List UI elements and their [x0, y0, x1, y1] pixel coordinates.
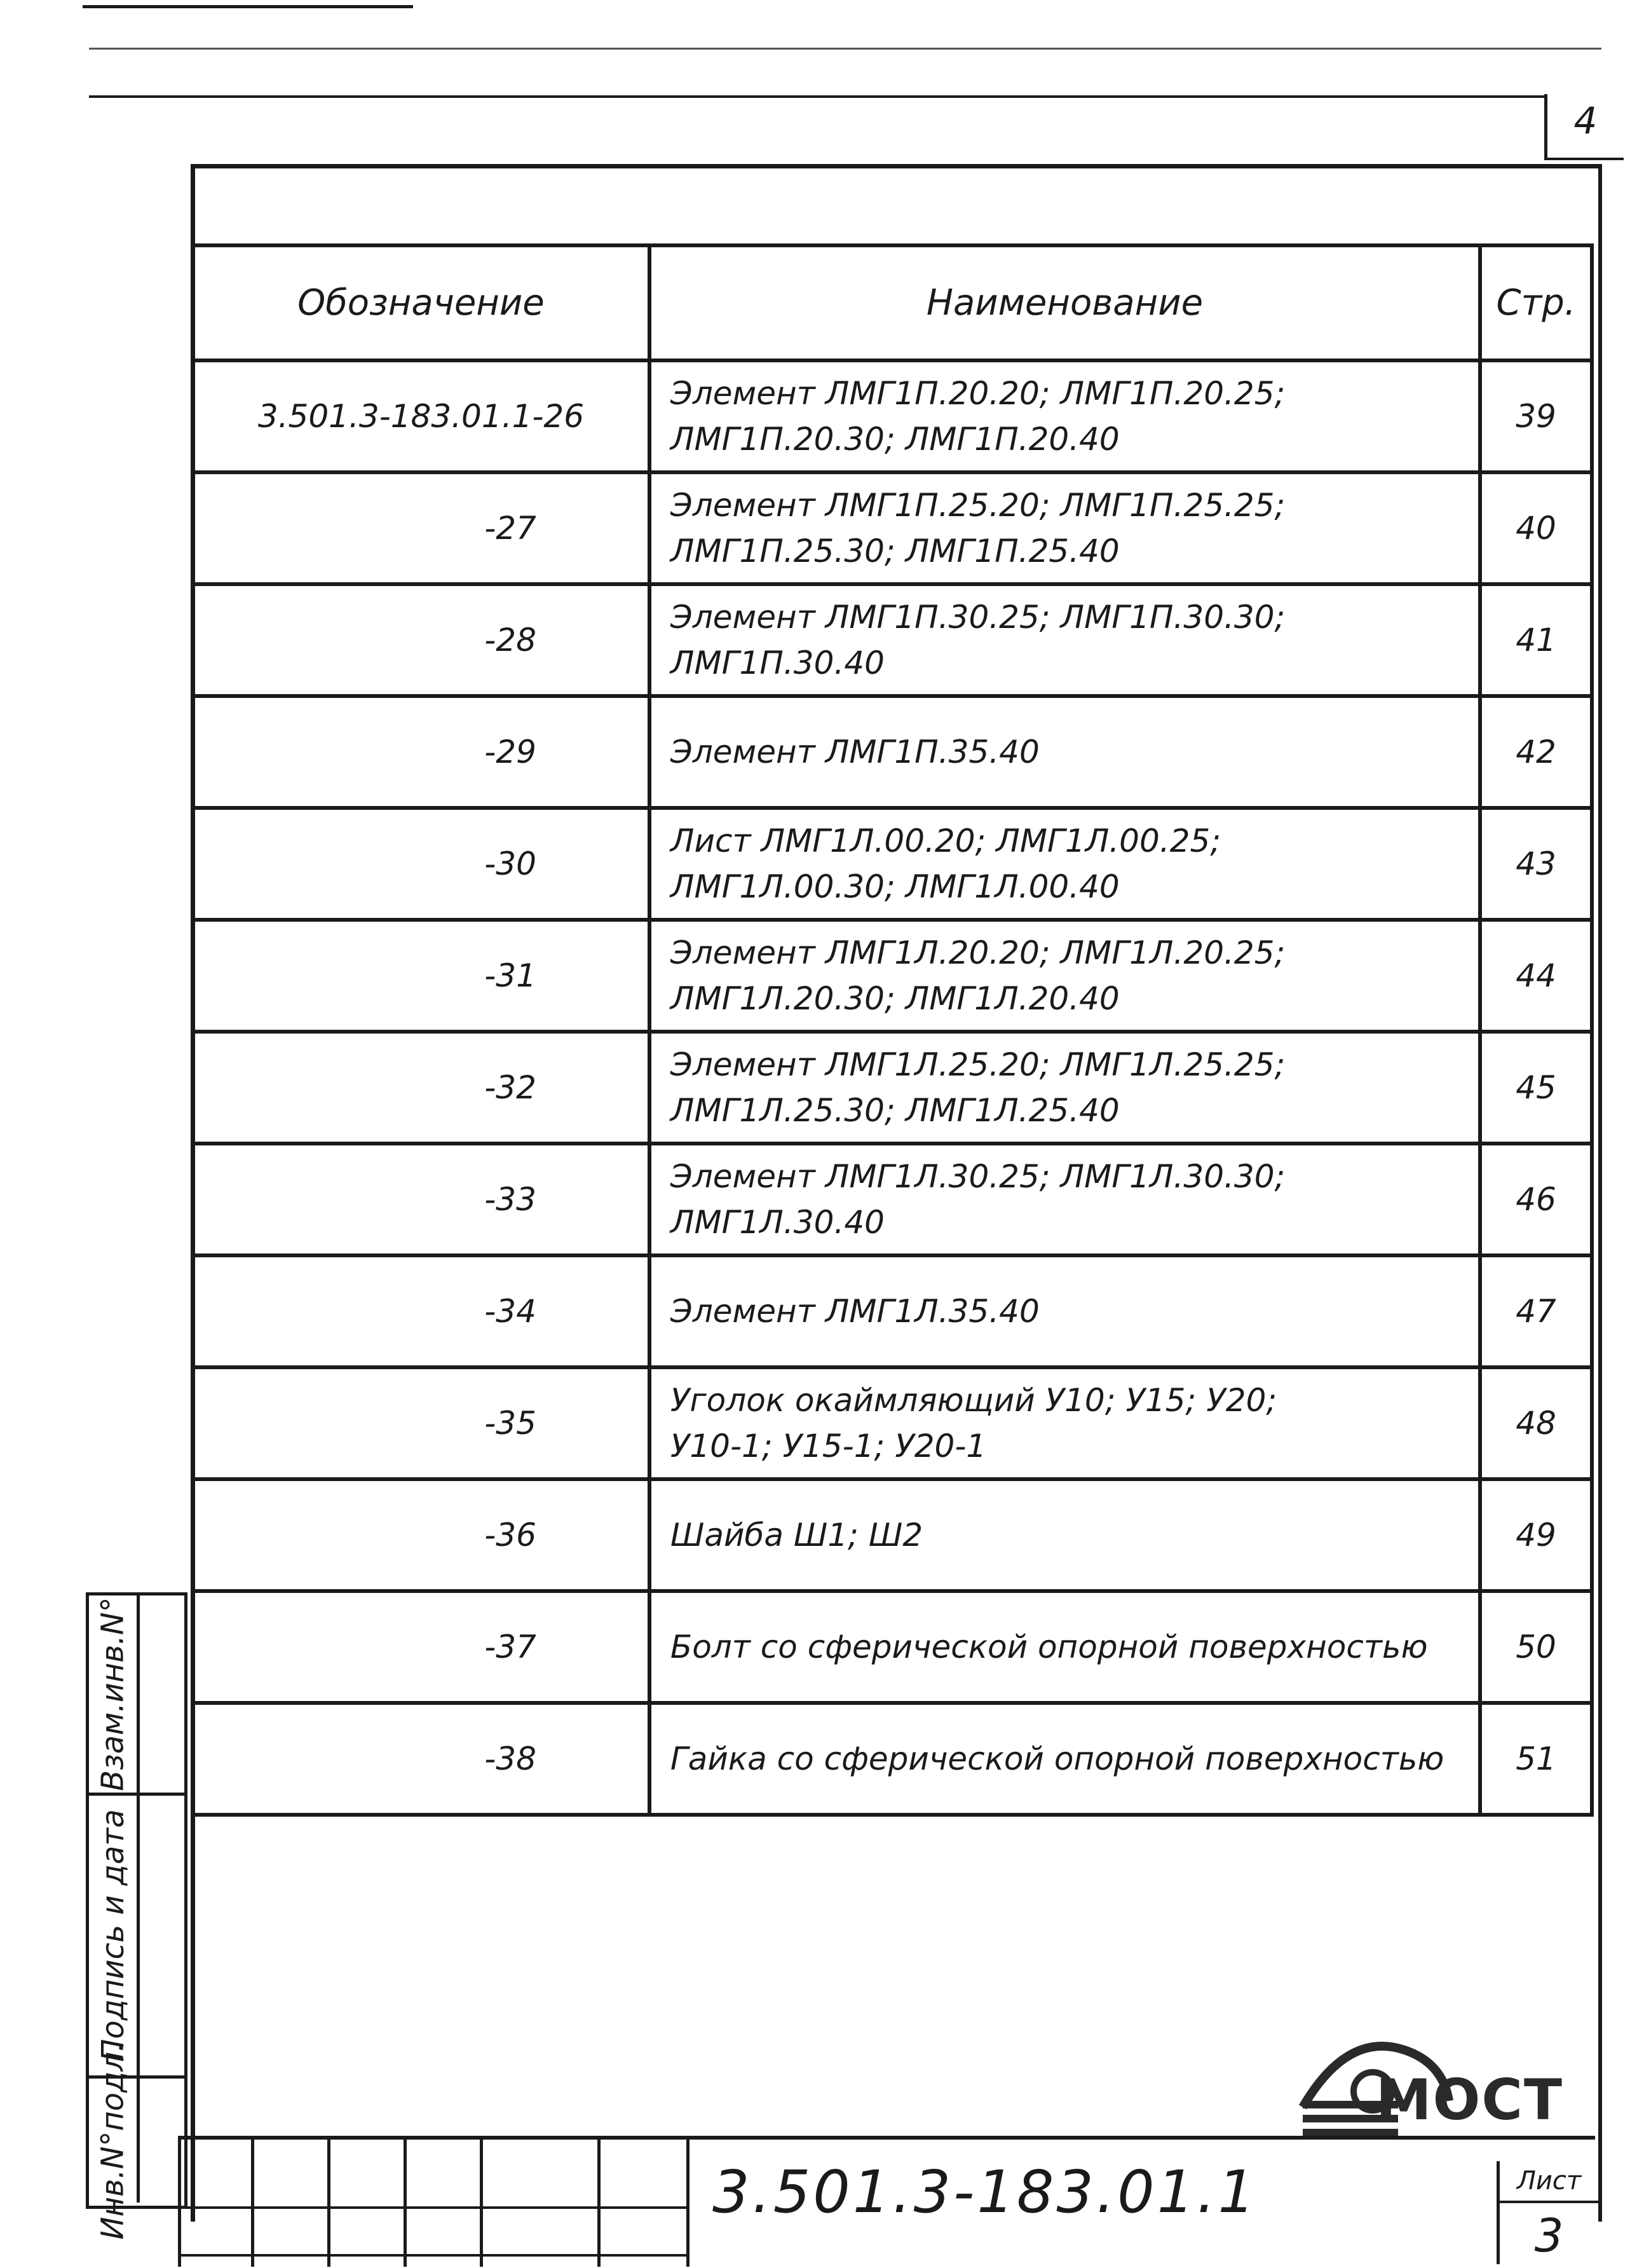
row-name — [649, 696, 1480, 808]
row-code: -32 — [193, 1032, 649, 1144]
sheet-label: Лист — [1500, 2166, 1598, 2203]
row-code: -27 — [193, 472, 649, 584]
row-name — [649, 1479, 1480, 1591]
table-row — [193, 472, 1592, 584]
row-name-line: Гайка со сферической опорной поверхностью — [670, 1740, 1444, 1777]
row-name-line: Элемент ЛМГ1Л.25.20; ЛМГ1Л.25.25; — [670, 1046, 1286, 1083]
row-page: 42 — [1480, 696, 1592, 808]
table-row — [193, 1255, 1592, 1367]
row-name-line: ЛМГ1Л.20.30; ЛМГ1Л.20.40 — [670, 980, 1120, 1017]
top-rule-1 — [89, 48, 1601, 50]
row-name-line: Элемент ЛМГ1Л.30.25; ЛМГ1Л.30.30; ЛМГ1Л.30.40 — [670, 1158, 1286, 1241]
table-row — [193, 808, 1592, 920]
row-code: -30 — [193, 808, 649, 920]
row-name — [649, 920, 1480, 1032]
row-name — [649, 1591, 1480, 1703]
row-page: 39 — [1480, 360, 1592, 472]
row-name — [649, 472, 1480, 584]
top-edge-line — [83, 5, 413, 8]
row-name — [649, 808, 1480, 920]
top-rule-2 — [89, 95, 1544, 98]
table-row — [193, 1144, 1592, 1255]
header-page: Стр. — [1480, 245, 1592, 360]
page-corner-number: 4 — [1573, 99, 1598, 142]
strip-label-replacement: Взам.инв.N° — [95, 1597, 131, 1791]
strip-cell-replacement — [89, 1595, 140, 1793]
title-block-cell — [327, 2140, 330, 2267]
header-code: Обозначение — [193, 245, 649, 360]
row-name — [649, 1032, 1480, 1144]
strip-cell-signature — [89, 1796, 140, 2075]
title-block-cell — [480, 2140, 483, 2267]
table-row — [193, 1703, 1592, 1815]
row-name-line: Элемент ЛМГ1Л.35.40 — [670, 1293, 1040, 1330]
strip-label-signature: Подпись и дата — [95, 1809, 131, 2062]
row-name — [649, 1703, 1480, 1815]
row-page: 45 — [1480, 1032, 1592, 1144]
row-page: 51 — [1480, 1703, 1592, 1815]
row-page: 47 — [1480, 1255, 1592, 1367]
row-code: -28 — [193, 584, 649, 696]
row-name-line: Болт со сферической опорной поверхностью — [670, 1629, 1428, 1665]
row-name-line: ЛМГ1Л.25.30; ЛМГ1Л.25.40 — [670, 1092, 1120, 1129]
table-row — [193, 1591, 1592, 1703]
row-name-line: У10-1; У15-1; У20-1 — [670, 1428, 987, 1465]
row-code: -33 — [193, 1144, 649, 1255]
row-name — [649, 1367, 1480, 1479]
title-block-cell — [686, 2140, 690, 2267]
row-code: -38 — [193, 1703, 649, 1815]
row-name — [649, 360, 1480, 472]
row-code: 3.501.3-183.01.1-26 — [193, 360, 649, 472]
logo-text: МОСТ — [1376, 2067, 1563, 2133]
row-name-line: Элемент ЛМГ1П.30.25; ЛМГ1П.30.30; ЛМГ1П.30.40 — [670, 599, 1286, 681]
title-block-cell — [404, 2140, 407, 2267]
row-name — [649, 1255, 1480, 1367]
row-name-line: Шайба Ш1; Ш2 — [670, 1517, 923, 1554]
row-name-line: Элемент ЛМГ1П.20.20; ЛМГ1П.20.25; — [670, 375, 1286, 412]
row-code: -37 — [193, 1591, 649, 1703]
row-page: 40 — [1480, 472, 1592, 584]
table-row — [193, 1367, 1592, 1479]
title-block-cell — [178, 2140, 181, 2267]
header-name: Наименование — [649, 245, 1480, 360]
row-page: 48 — [1480, 1367, 1592, 1479]
row-page: 43 — [1480, 808, 1592, 920]
table-row — [193, 1032, 1592, 1144]
row-page: 41 — [1480, 584, 1592, 696]
row-name-line: Лист ЛМГ1Л.00.20; ЛМГ1Л.00.25; — [670, 823, 1221, 859]
row-page: 50 — [1480, 1591, 1592, 1703]
row-name-line: ЛМГ1П.20.30; ЛМГ1П.20.40 — [670, 421, 1120, 458]
row-name-line: Элемент ЛМГ1Л.20.20; ЛМГ1Л.20.25; — [670, 934, 1286, 971]
table-row — [193, 1479, 1592, 1591]
sheet-number: 3 — [1534, 2209, 1564, 2262]
title-block-cell — [251, 2140, 254, 2267]
company-logo — [1296, 2031, 1563, 2139]
row-code: -31 — [193, 920, 649, 1032]
row-name — [649, 1144, 1480, 1255]
strip-cell-inventory — [89, 2042, 140, 2239]
strip-label-inventory: Инв.N°подл. — [95, 2042, 131, 2239]
table-row — [193, 920, 1592, 1032]
row-name-line: Элемент ЛМГ1П.35.40 — [670, 734, 1040, 770]
title-block-row-line — [178, 2254, 686, 2257]
row-name-line: Элемент ЛМГ1П.25.20; ЛМГ1П.25.25; — [670, 487, 1286, 524]
row-page: 44 — [1480, 920, 1592, 1032]
row-code: -34 — [193, 1255, 649, 1367]
title-block-cell — [597, 2140, 601, 2267]
specification-table — [191, 243, 1594, 1817]
table-row — [193, 696, 1592, 808]
row-page: 46 — [1480, 1144, 1592, 1255]
row-code: -35 — [193, 1367, 649, 1479]
row-code: -36 — [193, 1479, 649, 1591]
row-name-line: ЛМГ1Л.00.30; ЛМГ1Л.00.40 — [670, 868, 1120, 905]
page-corner-box — [1544, 94, 1624, 160]
document-code: 3.501.3-183.01.1 — [712, 2158, 1258, 2226]
row-page: 49 — [1480, 1479, 1592, 1591]
row-name — [649, 584, 1480, 696]
row-code: -29 — [193, 696, 649, 808]
sheet-box — [1497, 2161, 1598, 2264]
table-row — [193, 584, 1592, 696]
binding-strip — [86, 1592, 187, 2239]
table-row — [193, 360, 1592, 472]
title-block-row-line — [178, 2206, 686, 2209]
row-name-line: ЛМГ1П.25.30; ЛМГ1П.25.40 — [670, 533, 1120, 570]
row-name-line: Уголок окаймляющий У10; У15; У20; — [670, 1382, 1277, 1419]
table-header-row — [193, 245, 1592, 360]
